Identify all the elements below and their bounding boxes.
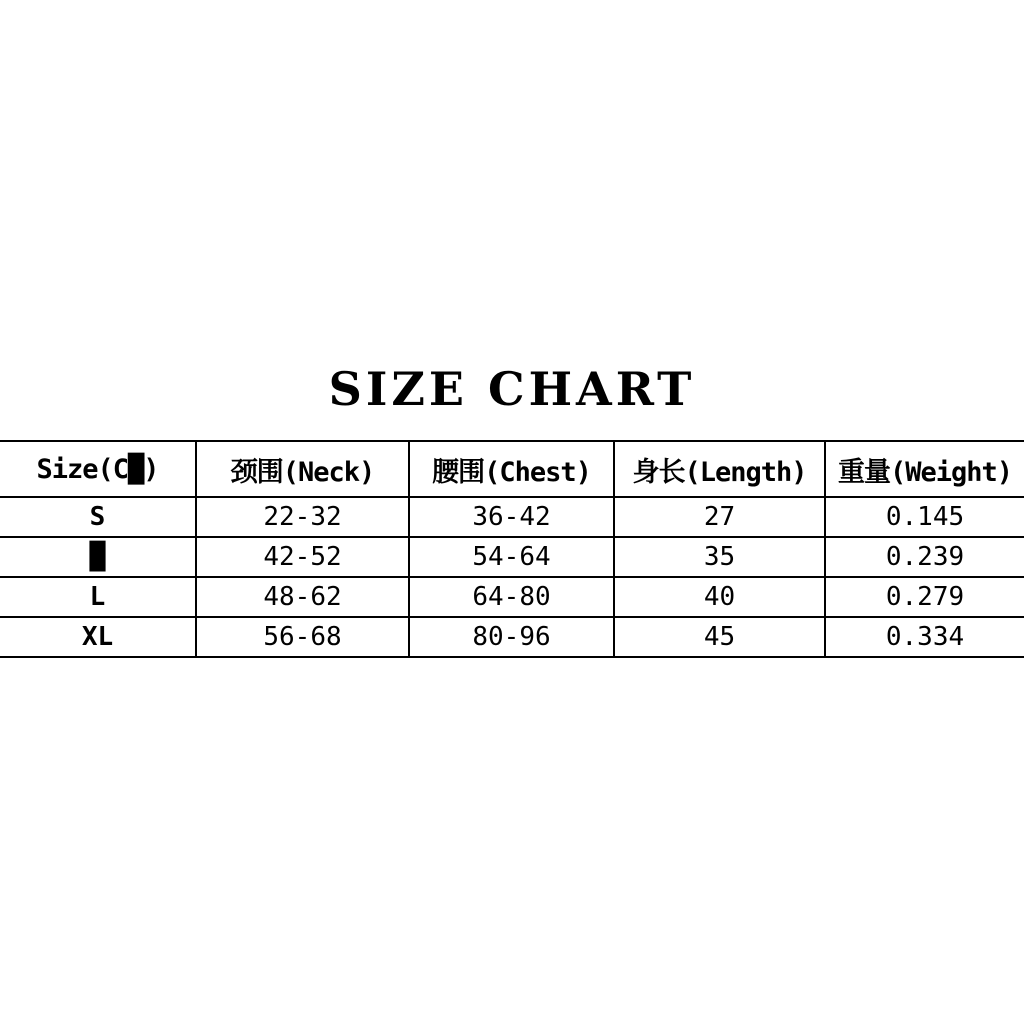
column-header-size: Size(C█) xyxy=(0,441,196,497)
cell-length: 45 xyxy=(614,617,825,657)
cell-length: 27 xyxy=(614,497,825,537)
cell-weight: 0.145 xyxy=(825,497,1024,537)
column-header-neck: 颈围(Neck) xyxy=(196,441,409,497)
table-header-row xyxy=(0,441,1024,497)
cell-chest: 36-42 xyxy=(409,497,614,537)
cell-neck: 56-68 xyxy=(196,617,409,657)
column-header-weight: 重量(Weight) xyxy=(825,441,1024,497)
cell-neck: 22-32 xyxy=(196,497,409,537)
page-title: SIZE CHART xyxy=(328,362,696,416)
cell-chest: 80-96 xyxy=(409,617,614,657)
cell-size: █ xyxy=(0,537,196,577)
table-row xyxy=(0,537,1024,577)
table-row xyxy=(0,497,1024,537)
table-header xyxy=(0,441,1024,497)
column-header-chest: 腰围(Chest) xyxy=(409,441,614,497)
cell-weight: 0.279 xyxy=(825,577,1024,617)
cell-length: 40 xyxy=(614,577,825,617)
cell-size: S xyxy=(0,497,196,537)
cell-neck: 42-52 xyxy=(196,537,409,577)
size-chart-table xyxy=(0,440,1024,658)
cell-neck: 48-62 xyxy=(196,577,409,617)
column-header-length: 身长(Length) xyxy=(614,441,825,497)
table-body xyxy=(0,497,1024,657)
cell-chest: 64-80 xyxy=(409,577,614,617)
cell-weight: 0.334 xyxy=(825,617,1024,657)
table-row xyxy=(0,617,1024,657)
cell-length: 35 xyxy=(614,537,825,577)
table-row xyxy=(0,577,1024,617)
cell-chest: 54-64 xyxy=(409,537,614,577)
cell-size: XL xyxy=(0,617,196,657)
cell-size: L xyxy=(0,577,196,617)
cell-weight: 0.239 xyxy=(825,537,1024,577)
size-chart-table-container xyxy=(0,440,1024,658)
